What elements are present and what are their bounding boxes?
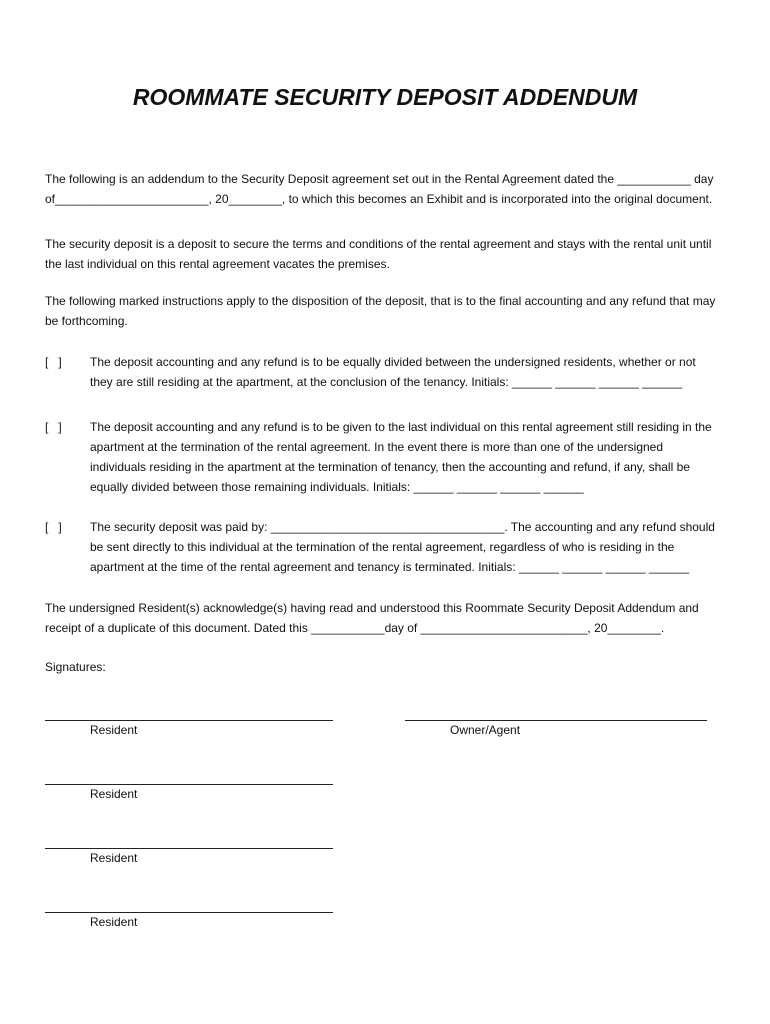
option-3-line-3: apartment at the time of the rental agreement and tenancy is terminated. Initials: ______ ______ ______ ______	[90, 560, 690, 574]
option-3-text	[90, 517, 730, 577]
resident-4-signature-line[interactable]	[45, 912, 333, 913]
option-3-line-1: The security deposit was paid by: ___________________________________. The accounting and any refund should	[90, 520, 715, 534]
owner-agent-signature-line[interactable]	[405, 720, 707, 721]
instructions-line-2: be forthcoming.	[45, 314, 128, 328]
option-2-line-2: apartment at the termination of the rental agreement. In the event there is more than one of the undersigned	[90, 440, 664, 454]
acknowledgement-line-2: receipt of a duplicate of this document. Dated this ___________day of _________________________, 20________.	[45, 621, 665, 635]
resident-1-signature-line[interactable]	[45, 720, 333, 721]
intro-line-1: The following is an addendum to the Security Deposit agreement set out in the Rental Agreement dated the ___________ day	[45, 172, 714, 186]
resident-4-label: Resident	[90, 915, 138, 929]
resident-2-label: Resident	[90, 787, 138, 801]
option-1-line-2: they are still residing at the apartment, at the conclusion of the tenancy. Initials: ______ ______ ______ ______	[90, 375, 683, 389]
signatures-label: Signatures:	[45, 660, 106, 674]
security-deposit-paragraph	[45, 234, 725, 274]
document-title: ROOMMATE SECURITY DEPOSIT ADDENDUM	[132, 84, 638, 110]
resident-3-signature-line[interactable]	[45, 848, 333, 849]
option-2-text	[90, 417, 730, 497]
intro-paragraph	[45, 169, 725, 209]
option-2-line-4: equally divided between those remaining individuals. Initials: ______ ______ ______ ______	[90, 480, 584, 494]
option-1-text	[90, 352, 730, 392]
option-2-line-3: individuals residing in the apartment at the termination of tenancy, then the accounting and refund, if any, shall be	[90, 460, 690, 474]
option-2-checkbox[interactable]: [ ]	[45, 420, 62, 434]
option-2-line-1: The deposit accounting and any refund is to be given to the last individual on this rental agreement still residing in the	[90, 420, 712, 434]
option-1-checkbox[interactable]: [ ]	[45, 355, 62, 369]
security-line-2: the last individual on this rental agreement vacates the premises.	[45, 257, 390, 271]
resident-1-label: Resident	[90, 723, 138, 737]
option-3-checkbox[interactable]: [ ]	[45, 520, 62, 534]
intro-line-2: of_______________________, 20________, to which this becomes an Exhibit and is incorporated into the original document.	[45, 192, 713, 206]
acknowledgement-line-1: The undersigned Resident(s) acknowledge(s) having read and understood this Roommate Security Deposit Addendum and	[45, 601, 699, 615]
security-line-1: The security deposit is a deposit to secure the terms and conditions of the rental agreement and stays with the rental unit until	[45, 237, 712, 251]
resident-3-label: Resident	[90, 851, 138, 865]
acknowledgement-paragraph	[45, 598, 725, 638]
instructions-line-1: The following marked instructions apply to the disposition of the deposit, that is to the final accounting and any refund that may	[45, 294, 716, 308]
instructions-paragraph	[45, 291, 725, 331]
resident-2-signature-line[interactable]	[45, 784, 333, 785]
option-3-line-2: be sent directly to this individual at the termination of the rental agreement, regardless of who is residing in the	[90, 540, 675, 554]
signatures-heading	[45, 657, 725, 677]
owner-agent-label: Owner/Agent	[450, 723, 521, 737]
option-1-line-1: The deposit accounting and any refund is to be equally divided between the undersigned residents, whether or not	[90, 355, 696, 369]
